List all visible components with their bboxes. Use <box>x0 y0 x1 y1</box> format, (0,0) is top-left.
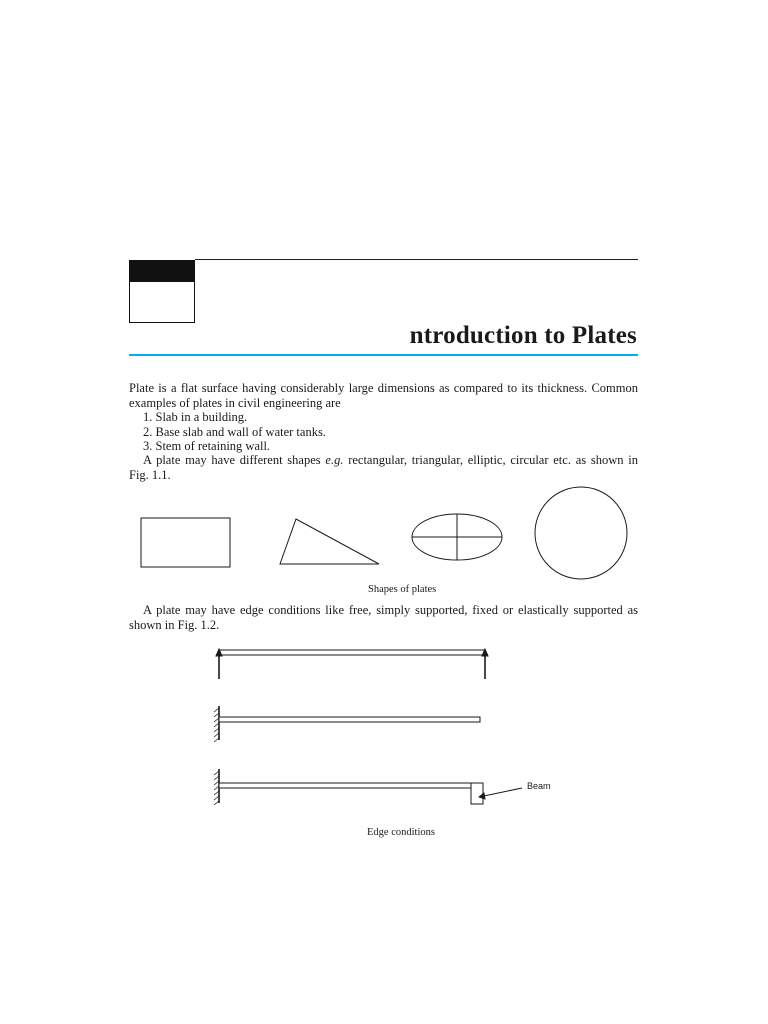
edge-paragraph <box>129 603 638 632</box>
list-item: 1. Slab in a building. <box>143 410 248 424</box>
simply-supported-plate <box>216 649 488 679</box>
shapes-text-end: rectangular, triangular, elliptic, circular etc. as shown in Fig. 1.1. <box>129 453 638 482</box>
fixed-plate <box>214 706 480 742</box>
beam-label: Beam <box>527 781 551 791</box>
triangle-plate <box>280 519 379 564</box>
edge-figure <box>214 649 522 805</box>
intro-paragraph: Plate is a flat surface having considerably large dimensions as compared to its thickness. Common examples of plates in civil engineering are <box>129 381 638 410</box>
beam-box <box>471 783 483 804</box>
list-item: 3. Stem of retaining wall. <box>143 439 271 453</box>
elastic-plate <box>214 769 522 805</box>
beam-leader <box>479 788 522 797</box>
shapes-figure <box>141 487 627 579</box>
edge-caption: Edge conditions <box>367 827 435 838</box>
shapes-caption: Shapes of plates <box>368 584 437 595</box>
rectangle-plate <box>141 518 230 567</box>
circle-plate <box>535 487 627 579</box>
list-item: 2. Base slab and wall of water tanks. <box>143 424 326 439</box>
shapes-text-start: A plate may have different shapes <box>143 453 326 467</box>
shapes-text-eg: e.g. <box>325 453 344 467</box>
chapter-title: ntroduction to Plates <box>409 322 637 349</box>
edge-text: A plate may have edge conditions like free, simply supported, fixed or elastically supported as shown in Fig. 1.2. <box>129 603 638 632</box>
